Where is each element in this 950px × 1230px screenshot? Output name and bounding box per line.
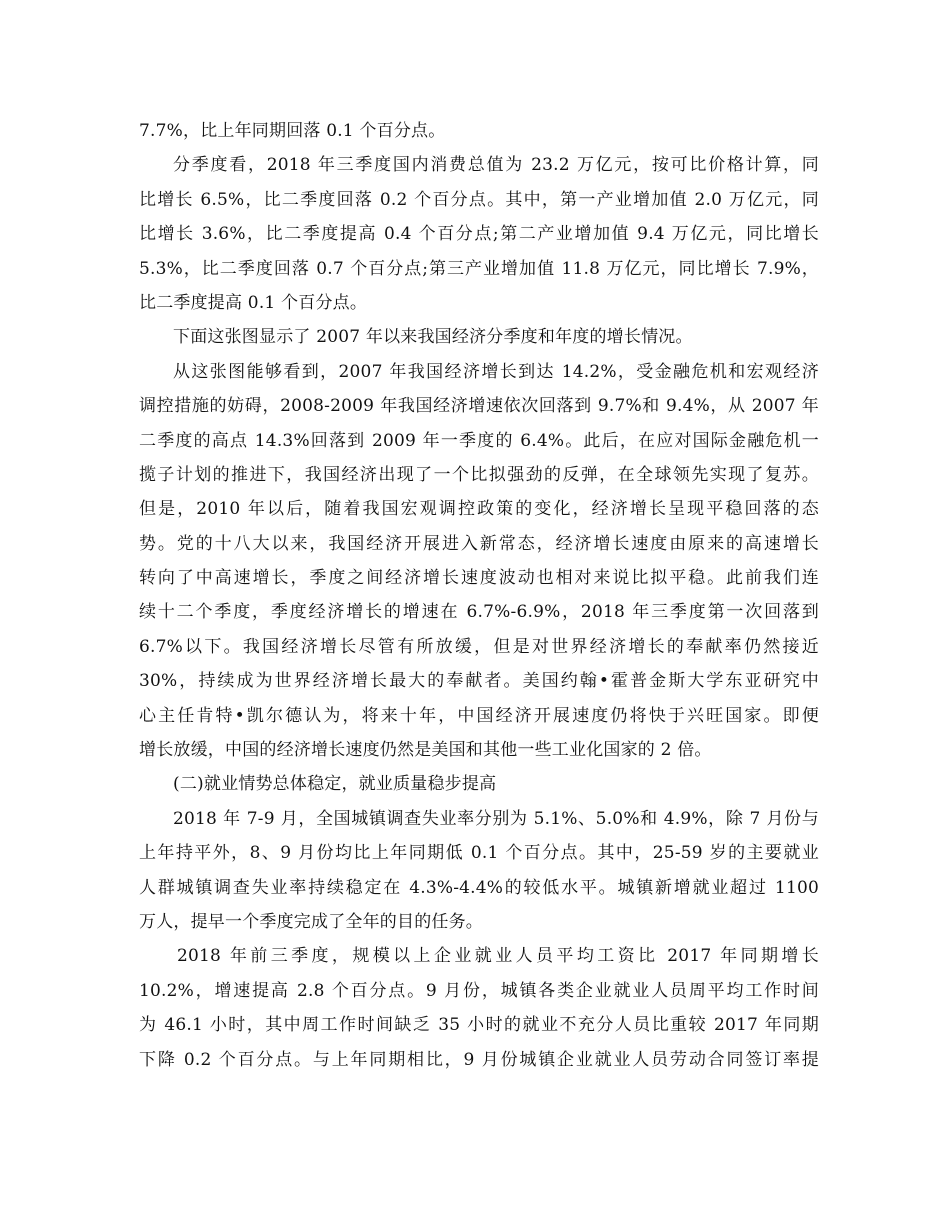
section-heading: (二)就业情势总体稳定，就业质量稳步提高 — [173, 774, 497, 795]
text-line: 增长放缓，中国的经济增长速度仍然是美国和其他一些工业化国家的 2 倍。 — [139, 740, 712, 761]
text-line: 2018 年 7-9 月，全国城镇调查失业率分别为 5.1%、5.0%和 4.9%，除 7 月份与 — [173, 808, 819, 829]
text-line: 7.7%，比上年同期回落 0.1 个百分点。 — [139, 121, 446, 141]
text-line: 万人，提早一个季度完成了全年的目的任务。 — [139, 911, 483, 932]
text-line: 上年持平外，8、9 月份均比上年同期低 0.1 个百分点。其中，25-59 岁的主要就业 — [139, 843, 819, 864]
text-line: 从这张图能够看到，2007 年我国经济增长到达 14.2%，受金融危机和宏观经济 — [173, 361, 819, 382]
text-line: 30%，持续成为世界经济增长最大的奉献者。美国约翰•霍普金斯大学东亚研究中 — [139, 671, 819, 692]
text-line: 比增长 3.6%，比二季度提高 0.4 个百分点;第二产业增加值 9.4 万亿元，同比增长 — [139, 224, 819, 245]
text-line: 2018 年前三季度，规模以上企业就业人员平均工资比 2017 年同期增长 — [177, 946, 819, 967]
text-line: 为 46.1 小时，其中周工作时间缺乏 35 小时的就业不充分人员比重较 2017 年同期 — [139, 1015, 819, 1036]
text-line: 续十二个季度，季度经济增长的增速在 6.7%-6.9%，2018 年三季度第一次回落到 — [139, 602, 819, 623]
text-line: 人群城镇调查失业率持续稳定在 4.3%-4.4%的较低水平。城镇新增就业超过 1100 — [139, 877, 819, 898]
text-line: 6.7%以下。我国经济增长尽管有所放缓，但是对世界经济增长的奉献率仍然接近 — [139, 636, 819, 657]
text-line: 下面这张图显示了 2007 年以来我国经济分季度和年度的增长情况。 — [173, 327, 693, 348]
text-line: 比二季度提高 0.1 个百分点。 — [139, 292, 368, 313]
document-body — [139, 114, 819, 1077]
text-line: 下降 0.2 个百分点。与上年同期相比，9 月份城镇企业就业人员劳动合同签订率提 — [139, 1049, 819, 1070]
text-line: 10.2%，增速提高 2.8 个百分点。9 月份，城镇各类企业就业人员周平均工作时间 — [139, 980, 819, 1001]
text-line: 调控措施的妨碍，2008-2009 年我国经济增速依次回落到 9.7%和 9.4%，从 2007 年 — [139, 396, 819, 417]
text-line: 比增长 6.5%，比二季度回落 0.2 个百分点。其中，第一产业增加值 2.0 万亿元，同 — [139, 189, 819, 210]
text-line: 5.3%，比二季度回落 0.7 个百分点;第三产业增加值 11.8 万亿元，同比增长 7.9%， — [139, 258, 819, 279]
text-line: 转向了中高速增长，季度之间经济增长速度波动也相对来说比拟平稳。此前我们连 — [139, 568, 819, 589]
text-line: 二季度的高点 14.3%回落到 2009 年一季度的 6.4%。此后，在应对国际金融危机一 — [139, 430, 819, 451]
text-line: 分季度看，2018 年三季度国内消费总值为 23.2 万亿元，按可比价格计算，同 — [173, 155, 819, 176]
text-line: 但是，2010 年以后，随着我国宏观调控政策的变化，经济增长呈现平稳回落的态 — [139, 499, 819, 520]
text-line: 势。党的十八大以来，我国经济开展进入新常态，经济增长速度由原来的高速增长 — [139, 533, 819, 554]
text-line: 揽子计划的推进下，我国经济出现了一个比拟强劲的反弹，在全球领先实现了复苏。 — [139, 464, 819, 485]
text-line: 心主任肯特•凯尔德认为，将来十年，中国经济开展速度仍将快于兴旺国家。即便 — [139, 705, 819, 726]
